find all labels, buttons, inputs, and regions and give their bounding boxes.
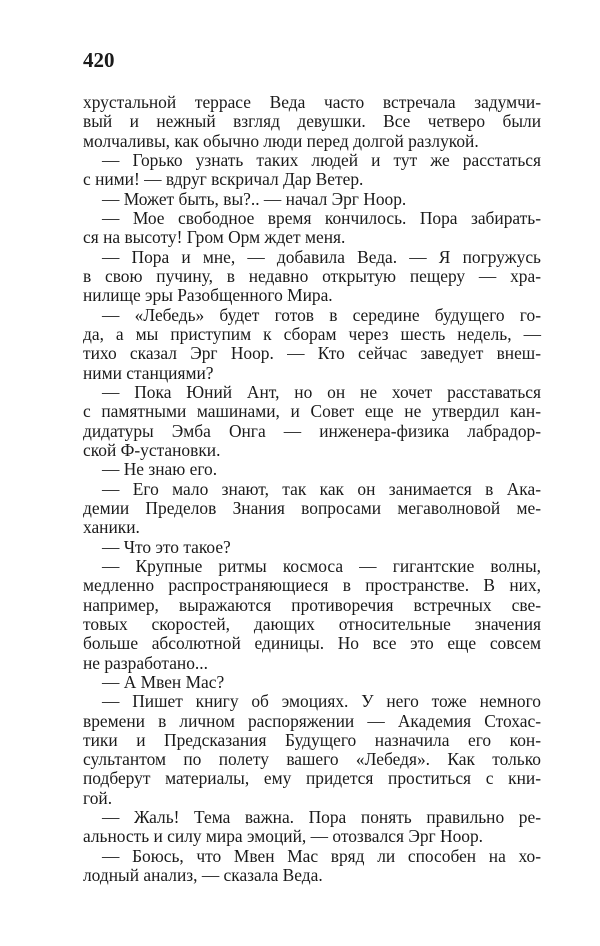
- text-line: ся на высоту! Гром Орм ждет меня.: [83, 227, 346, 248]
- text-line: с памятными машинами, и Совет еще не утвердил кан-: [83, 401, 541, 422]
- text-line: товых скоростей, дающих относительные значения: [83, 613, 541, 634]
- text-line: — Пока Юний Ант, но он не хочет расставаться: [102, 381, 541, 402]
- text-line: — Что это такое?: [102, 536, 231, 557]
- text-line: подберут материалы, ему придется проститься с кни-: [83, 768, 541, 789]
- text-line: — Боюсь, что Мвен Мас вряд ли способен на хо-: [102, 845, 541, 866]
- text-line: тики и Предсказания Будущего назначила его кон-: [83, 729, 541, 750]
- page-number: 420: [83, 48, 115, 72]
- text-line: медленно распространяющиеся в пространстве. В них,: [83, 575, 541, 596]
- text-line: ханики.: [83, 517, 140, 538]
- text-line: — Крупные ритмы космоса — гигантские волны,: [102, 555, 541, 576]
- text-line: гой.: [83, 787, 113, 808]
- text-line: нилище эры Разобщенного Мира.: [83, 285, 333, 306]
- text-line: — Пишет книгу об эмоциях. У него тоже немного: [102, 691, 541, 712]
- text-line: — Горько узнать таких людей и тут же расстаться: [102, 149, 541, 170]
- text-line: — Пора и мне, — добавила Веда. — Я погружусь: [102, 246, 541, 267]
- text-line: больше абсолютной единицы. Но все это еще совсем: [83, 633, 541, 654]
- text-line: не разработано...: [83, 652, 208, 673]
- text-line: — Его мало знают, так как он занимается в Ака-: [102, 478, 541, 499]
- text-line: дидатуры Эмба Онга — инженера-физика лабрадор-: [83, 420, 541, 441]
- text-line: ской Ф-установки.: [83, 439, 221, 460]
- text-line: с ними! — вдруг вскричал Дар Ветер.: [83, 169, 364, 190]
- text-line: — Мое свободное время кончилось. Пора забирать-: [102, 207, 541, 228]
- text-line: да, а мы приступим к сборам через шесть недель, —: [83, 323, 541, 344]
- text-line: демии Пределов Знания вопросами мегаволновой ме-: [83, 497, 541, 518]
- text-line: хрустальной террасе Веда часто встречала задумчи-: [83, 92, 541, 112]
- text-line: молчаливы, как обычно люди перед долгой разлукой.: [83, 130, 479, 151]
- text-line: тихо сказал Эрг Ноор. — Кто сейчас заведует внеш-: [83, 343, 541, 364]
- text-line: в свою пучину, в недавно открытую пещеру — хра-: [83, 265, 541, 286]
- text-line: например, выражаются противоречия встречных све-: [83, 594, 541, 615]
- text-line: сультантом по полету вашего «Лебедя». Как только: [83, 749, 541, 770]
- text-line: — «Лебедь» будет готов в середине будущего го-: [102, 304, 541, 325]
- text-line: альность и силу мира эмоций, — отозвался Эрг Ноор.: [83, 826, 484, 847]
- text-line: — Не знаю его.: [102, 459, 218, 480]
- text-line: — А Мвен Мас?: [102, 671, 225, 692]
- page-body-text: [83, 93, 541, 885]
- text-line: лодный анализ, — сказала Веда.: [83, 865, 323, 886]
- text-line: вый и нежный взгляд девушки. Все четверо были: [83, 111, 541, 132]
- text-line: — Жаль! Тема важна. Пора понять правильно ре-: [102, 807, 541, 828]
- text-line: времени в личном распоряжении — Академия Стохас-: [83, 710, 541, 731]
- text-line: ними станциями?: [83, 362, 214, 383]
- text-line: — Может быть, вы?.. — начал Эрг Ноор.: [102, 188, 407, 209]
